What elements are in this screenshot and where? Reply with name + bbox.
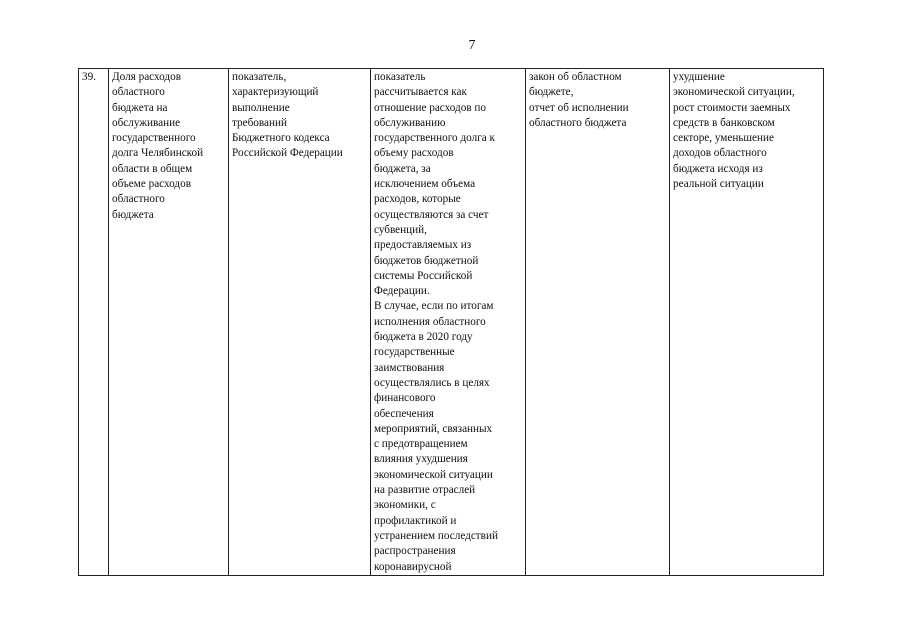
calculation-method-cell — [371, 69, 526, 576]
calculation-method: показатель рассчитывается как отношение расходов по обслуживанию государственного долга к объему расходов бюджета, за исключением объема расходов, которые осуществляются за счет субвенций, предоставляемых из бюджетов бюджетной системы Российской Федерации. В случае, если по итогам исполнения областного бюджета в 2020 году государственные заимствования осуществлялись в целях финансового обеспечения мероприятий, связанных с предотвращением влияния ухудшения экономической ситуации на развитие отраслей экономики, с профилактикой и устранением последствий распространения коронавирусной — [374, 71, 498, 573]
risk-factors: ухудшение экономической ситуации, рост стоимости заемных средств в банковском секторе, уменьшение доходов областного бюджета исходя из реальной ситуации — [673, 71, 795, 191]
row-number: 39. — [82, 71, 96, 83]
indicator-characteristic: показатель, характеризующий выполнение требований Бюджетного кодекса Российской Федерации — [232, 71, 343, 160]
risk-factors-cell — [670, 69, 824, 576]
indicator-name: Доля расходов областного бюджета на обслуживание государственного долга Челябинской области в общем объеме расходов областного бюджета — [112, 71, 204, 221]
table-row — [79, 69, 824, 576]
row-number-cell — [79, 69, 109, 576]
data-source: закон об областном бюджете, отчет об исполнении областного бюджета — [529, 71, 629, 129]
data-source-cell — [526, 69, 670, 576]
indicator-characteristic-cell — [229, 69, 371, 576]
indicator-name-cell — [109, 69, 229, 576]
indicator-table — [78, 68, 824, 576]
page-number: 7 — [468, 38, 476, 53]
